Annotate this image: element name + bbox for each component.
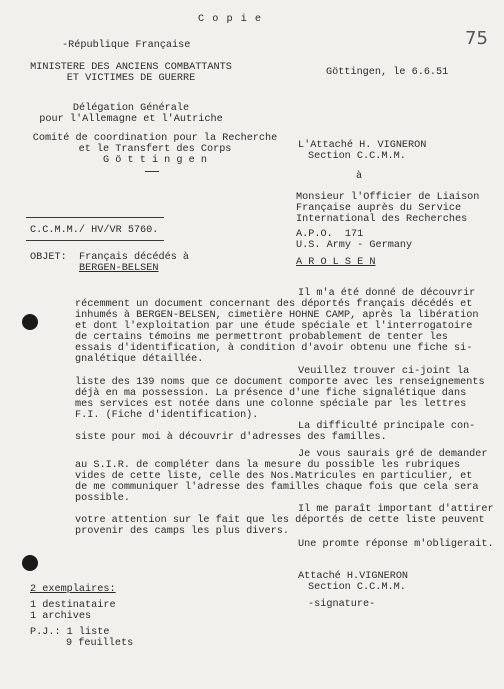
body-p5-line: Il me paraît important d'attirer	[298, 504, 494, 515]
body-p2-line: mes services est notée dans une colonne spéciale par les lettres	[75, 399, 467, 410]
copie-heading: C o p i e	[198, 14, 263, 25]
sender-a: à	[356, 171, 363, 182]
place-date: Göttingen, le 6.6.51	[326, 67, 449, 78]
body-p2-line: Veuillez trouver ci-joint la	[298, 366, 470, 377]
signature-line-2: Section C.C.M.M.	[308, 582, 406, 593]
recipient-line-1: Monsieur l'Officier de Liaison	[296, 192, 480, 203]
committee-line-1: Comité de coordination pour la Recherche	[32, 133, 278, 144]
body-p2-line: F.I. (Fiche d'identification).	[75, 410, 259, 421]
enclosure-line-2: 9 feuillets	[66, 638, 134, 649]
body-p1-line: et dont l'exploitation par une étude spéciale et l'interrogatoire	[75, 321, 473, 332]
header-dash	[145, 171, 159, 172]
delegation-line-2: pour l'Allemagne et l'Autriche	[39, 114, 223, 125]
delegation-line-1: Délégation Générale	[72, 103, 190, 114]
sender-line-2: Section C.C.M.M.	[308, 151, 406, 162]
reference-rule-top	[26, 217, 164, 218]
recipient-army: U.S. Army - Germany	[296, 240, 413, 251]
page-number: 75	[465, 28, 488, 49]
objet-label: OBJET:	[30, 252, 67, 263]
signature-line-3: -signature-	[308, 599, 376, 610]
recipient-city: A R O L S E N	[296, 257, 376, 268]
punch-hole-bottom	[22, 555, 38, 571]
body-p2-line: déjà en ma possession. La présence d'une fiche signalétique dans	[75, 388, 467, 399]
body-p4-line: possible.	[75, 493, 131, 504]
recipient-line-3: International des Recherches	[296, 214, 468, 225]
recipient-line-2: Française auprès du Service	[296, 203, 462, 214]
signature-line-1: Attaché H.VIGNERON	[298, 571, 409, 582]
body-p2-line: liste des 139 noms que ce document comporte avec les renseignements	[75, 377, 485, 388]
punch-hole-top	[22, 314, 38, 330]
copy-recipient: 1 destinataire	[30, 600, 116, 611]
body-p4-line: Je vous saurais gré de demander	[298, 449, 488, 460]
closing-line: Une promte réponse m'obligerait.	[298, 539, 494, 550]
enclosure-line-1: P.J.: 1 liste	[30, 627, 110, 638]
body-p1-line: de certains témoins me permettront probablement de tenter les	[75, 332, 448, 343]
ministry-line-2: ET VICTIMES DE GUERRE	[66, 73, 196, 84]
body-p5-line: votre attention sur le fait que les déportés de cette liste peuvent	[75, 515, 485, 526]
body-p1-line: Il m'a été donné de découvrir	[298, 288, 476, 299]
body-p1-line: récemment un document concernant des déportés français décédés et	[75, 299, 473, 310]
reference-number: C.C.M.M./ HV/VR 5760.	[30, 225, 159, 236]
objet-line-2: BERGEN-BELSEN	[79, 263, 159, 274]
body-p3-line: siste pour moi à découvrir d'adresses des familles.	[75, 432, 387, 443]
reference-rule-bottom	[26, 240, 164, 241]
body-p4-line: de me communiquer l'adresse des familles chaque fois que cela sera	[75, 482, 479, 493]
body-p1-line: gnalétique détaillée.	[75, 354, 204, 365]
copy-archives: 1 archives	[30, 611, 92, 622]
committee-line-2: et le Transfert des Corps	[78, 144, 232, 155]
body-p4-line: vides de cette liste, celle des Nos.Matricules en particulier, et	[75, 471, 473, 482]
committee-line-3: G ö t t i n g e n	[103, 155, 207, 166]
copies-label: 2 exemplaires:	[30, 584, 116, 595]
body-p5-line: provenir des camps les plus divers.	[75, 526, 289, 537]
body-p1-line: inhumés à BERGEN-BELSEN, cimetière HOHNE CAMP, après la libération	[75, 310, 479, 321]
recipient-apo: A.P.O. 171	[296, 229, 364, 240]
sender-line-1: L'Attaché H. VIGNERON	[298, 140, 427, 151]
ministry-line-1: MINISTERE DES ANCIENS COMBATTANTS	[30, 62, 232, 73]
body-p1-line: essais d'identification, à condition d'avoir obtenu une fiche si-	[75, 343, 473, 354]
body-p4-line: au S.I.R. de compléter dans la mesure du possible les rubriques	[75, 460, 461, 471]
republic-line: -République Française	[62, 40, 191, 51]
objet-line-1: Français décédés à	[79, 252, 190, 263]
body-p3-line: La difficulté principale con-	[298, 421, 476, 432]
